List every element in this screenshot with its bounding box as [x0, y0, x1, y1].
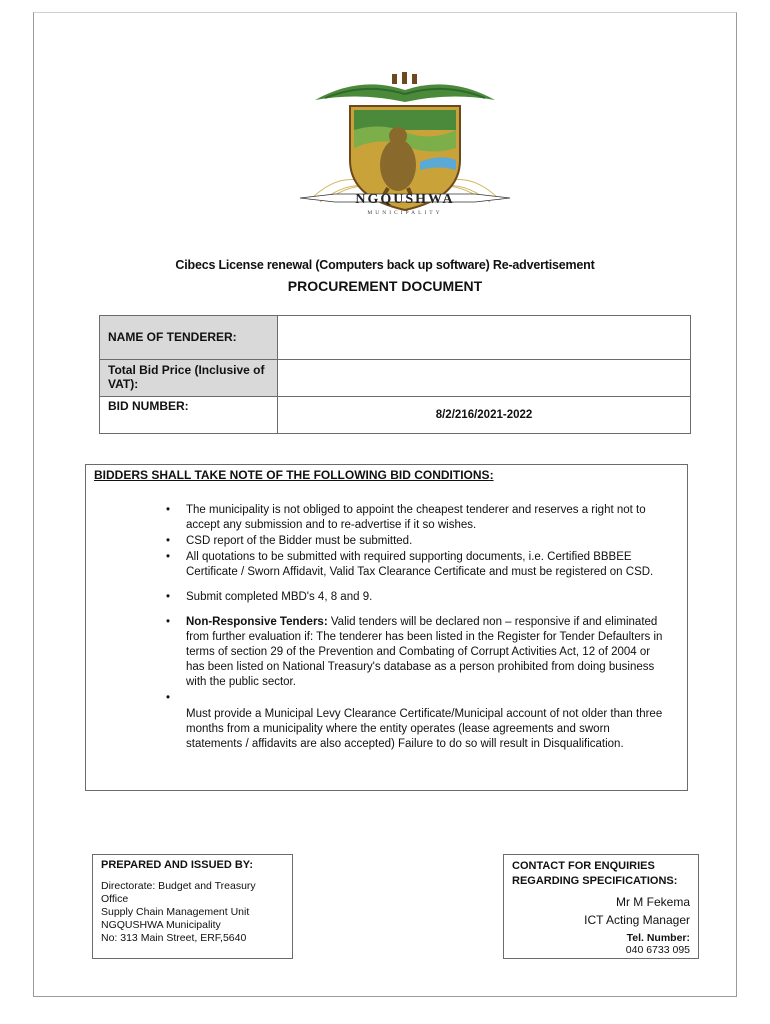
contact-heading: CONTACT FOR ENQUIRIES REGARDING SPECIFICATIONS:: [512, 860, 678, 887]
list-item: • The municipality is not obliged to appoint the cheapest tenderer and reserves a right not to accept any submission and to re-advertise if it so wishes.: [166, 504, 646, 531]
logo-sub-wordmark: MUNICIPALITY: [367, 210, 443, 216]
bid-conditions-heading: BIDDERS SHALL TAKE NOTE OF THE FOLLOWING BID CONDITIONS:: [94, 468, 494, 482]
list-item: • Non-Responsive Tenders: Valid tenders will be declared non – responsive if and eliminated from further evaluation if: The tenderer has been listed in the Register for Tender Defaulters in terms of section 29 of the Prevention and Combating of Corrupt Activities Act, 12 of 2004 or has been listed on National Treasury's database as a person prohibited from doing business with the public sector.: [166, 616, 663, 688]
contact-name: Mr M Fekema: [615, 895, 690, 909]
prepared-by-line: NGQUSHWA Municipality: [101, 919, 221, 931]
list-item: • All quotations to be submitted with required supporting documents, i.e. Certified BBBEE Certificate / Sworn Affidavit, Valid Tax Clearance Certificate and must be registered on CSD.: [166, 551, 654, 578]
bid-number-value: 8/2/216/2021-2022: [278, 397, 691, 434]
contact-box: [503, 854, 699, 959]
document-title: PROCUREMENT DOCUMENT: [287, 278, 483, 294]
prepared-by-line: Directorate: Budget and Treasury Office: [101, 880, 256, 905]
list-item: •: [166, 692, 171, 704]
table-row: [100, 397, 691, 434]
tender-info-table: [99, 315, 691, 434]
contact-role: ICT Acting Manager: [584, 913, 690, 927]
bid-conditions-list: [166, 503, 666, 753]
prepared-by-line: Supply Chain Management Unit: [101, 906, 250, 918]
tenderer-name-label: NAME OF TENDERER:: [100, 316, 278, 360]
total-bid-price-label: Total Bid Price (Inclusive of VAT):: [100, 360, 278, 397]
table-row: [100, 360, 691, 397]
list-item: • CSD report of the Bidder must be submitted.: [166, 535, 413, 547]
total-bid-price-field[interactable]: [278, 360, 691, 397]
prepared-by-box: [92, 854, 293, 959]
list-item: • Submit completed MBD's 4, 8 and 9.: [166, 591, 373, 603]
prepared-by-line: No: 313 Main Street, ERF,5640: [101, 932, 247, 944]
non-responsive-label: Non-Responsive Tenders:: [186, 616, 328, 628]
logo-wordmark: NGQUSHWA: [355, 192, 455, 207]
bid-number-label: BID NUMBER:: [100, 397, 278, 434]
contact-tel-label: Tel. Number:: [626, 932, 690, 944]
tenderer-name-field[interactable]: [278, 316, 691, 360]
table-row: [100, 316, 691, 360]
prepared-by-heading: PREPARED AND ISSUED BY:: [101, 859, 253, 871]
ngqushwa-crest-icon: [280, 70, 530, 220]
bid-conditions-box: [85, 464, 688, 791]
document-subtitle: Cibecs License renewal (Computers back up software) Re-advertisement: [175, 258, 595, 272]
contact-tel-value: 040 6733 095: [625, 944, 690, 956]
list-item: Must provide a Municipal Levy Clearance Certificate/Municipal account of not older than three months from a municipality where the entity operates (lease agreements and sworn statements / affidavits are also accepted) Failure to do so will result in Disqualification.: [186, 708, 663, 750]
